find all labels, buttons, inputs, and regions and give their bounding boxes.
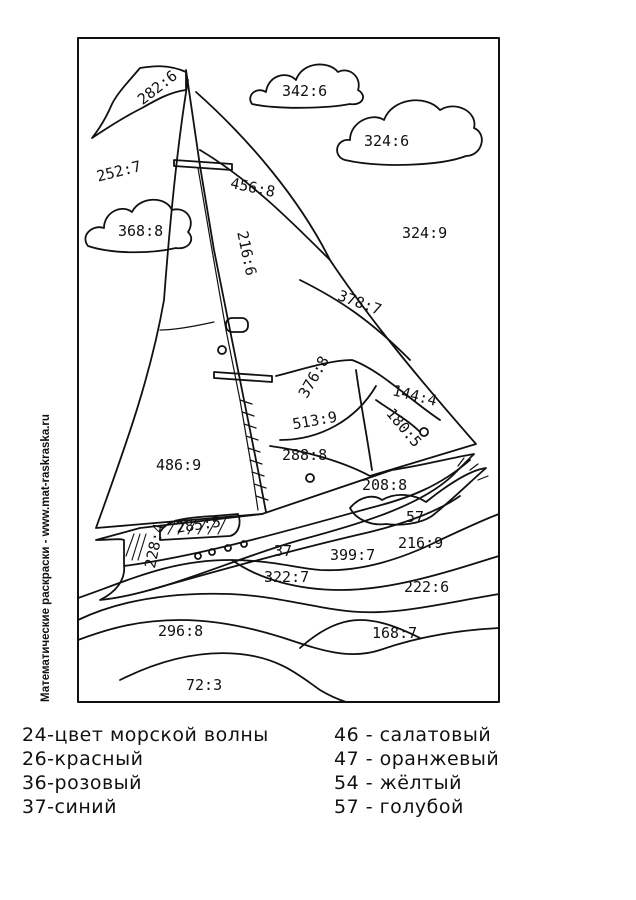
- legend-item: 46 - салатовый: [334, 724, 492, 746]
- expr-hull-bow: 208:8: [362, 476, 408, 494]
- expr-hull-stripe: 37: [274, 542, 293, 560]
- expr-mainsail: 486:9: [156, 456, 202, 474]
- legend-item: 24-цвет морской волны: [22, 724, 269, 746]
- sailor-figure: [218, 346, 226, 354]
- expr-jib-small-b: 180:5: [382, 404, 426, 451]
- expr-jib-small-a: 144:4: [390, 381, 439, 410]
- cloud-right-shape: [337, 100, 482, 165]
- wave-line-4: [78, 620, 499, 654]
- legend-item: 36-розовый: [22, 772, 142, 794]
- expr-cloud-top: 342:6: [282, 82, 328, 100]
- expr-jib-upper: 378:7: [335, 286, 384, 319]
- expr-mast: 216:6: [233, 229, 261, 278]
- jib-seam-1: [200, 150, 330, 260]
- mainsail-batten: [160, 322, 214, 330]
- expr-sea-left: 296:8: [158, 622, 204, 640]
- expr-sail-top: 456:8: [228, 174, 277, 202]
- wave-line-5: [120, 653, 346, 702]
- expr-cloud-right: 324:6: [364, 132, 410, 150]
- legend-item: 57 - голубой: [334, 796, 464, 818]
- legend-item: 54 - жёлтый: [334, 772, 462, 794]
- expr-sky-left-top: 252:7: [94, 157, 143, 186]
- legend-item: 37-синий: [22, 796, 117, 818]
- expr-wave-d: 222:6: [404, 578, 450, 596]
- expr-jib-mid: 376:8: [294, 352, 333, 402]
- expr-wave-b: 399:7: [330, 546, 376, 564]
- expr-sea-right: 168:7: [372, 624, 418, 642]
- legend-item: 26-красный: [22, 748, 144, 770]
- spreader-mid: [214, 372, 272, 382]
- expr-wave-a: 216:9: [398, 534, 444, 552]
- expr-flag: 282:6: [134, 66, 181, 109]
- expr-jib-lower: 513:9: [290, 407, 339, 434]
- expr-sky-right: 324:9: [402, 224, 448, 242]
- expr-spray: 57: [406, 508, 425, 526]
- picture-frame: [78, 38, 499, 702]
- mast-inner: [198, 168, 261, 510]
- jib-seam-5: [356, 370, 372, 470]
- mast-shape: [186, 70, 266, 512]
- porthole-1: [195, 553, 201, 559]
- side-caption: Математические раскраски - www.mat-raskraska.ru: [40, 414, 52, 702]
- expr-hull-stern: 228:4: [141, 521, 169, 570]
- expr-sea-bottom: 72:3: [186, 676, 223, 694]
- expr-wave-c: 322:7: [264, 568, 310, 586]
- expr-deck-mid: 288:8: [282, 446, 328, 464]
- crew-figure: [306, 474, 314, 482]
- wave-line-3: [78, 594, 499, 620]
- expr-cabin: 285:5: [174, 512, 223, 537]
- expr-cloud-left: 368:8: [118, 222, 164, 240]
- legend-item: 47 - оранжевый: [334, 748, 500, 770]
